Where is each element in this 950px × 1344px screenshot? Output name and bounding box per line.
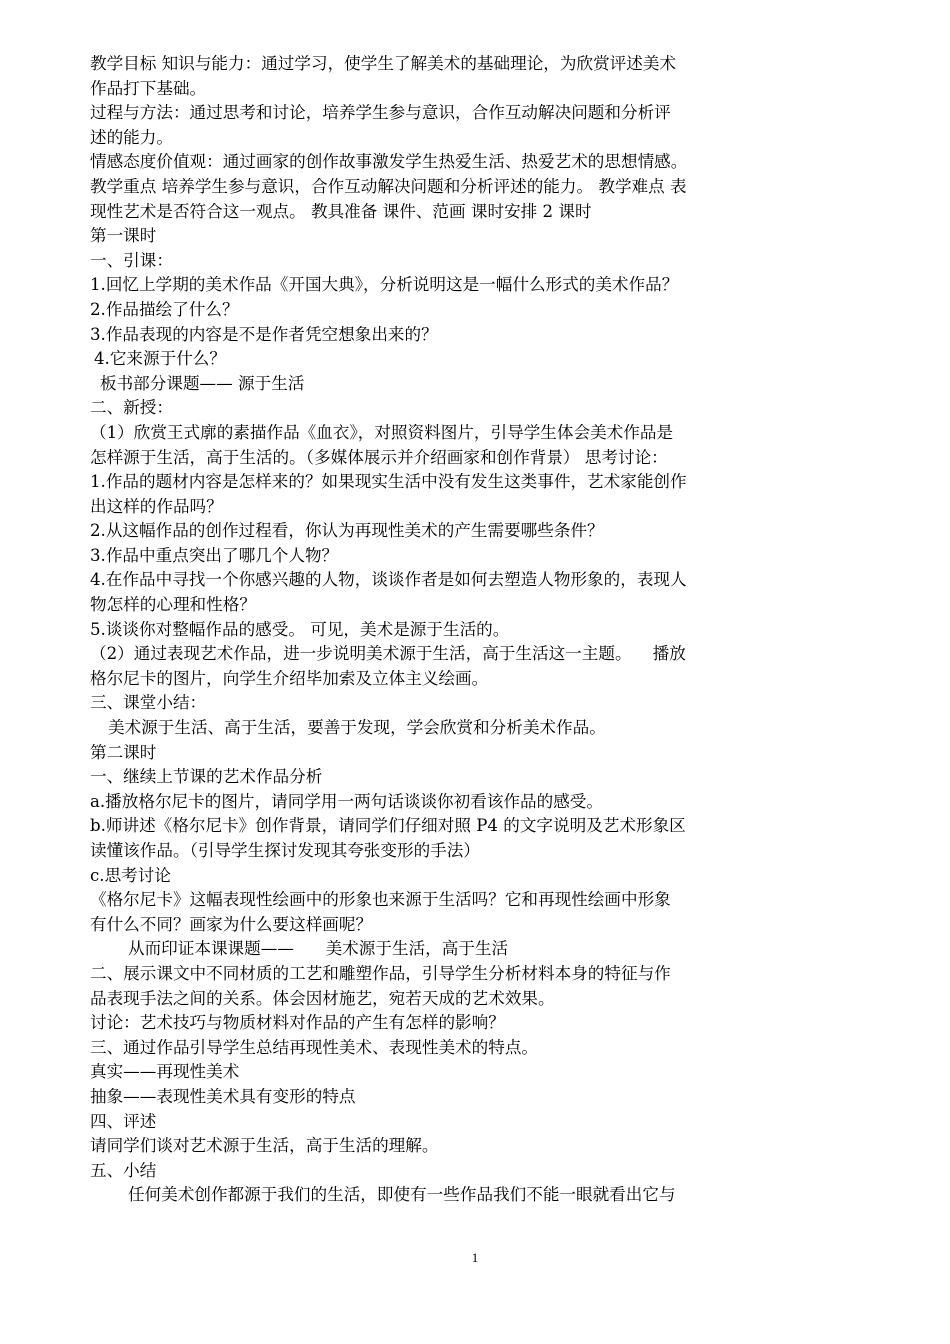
text-line: 4.在作品中寻找一个你感兴趣的人物，谈谈作者是如何去塑造人物形象的，表现人 <box>90 570 687 590</box>
text-line: 请同学们谈对艺术源于生活，高于生活的理解。 <box>90 1136 439 1156</box>
text-line: 讨论：艺术技巧与物质材料对作品的产生有怎样的影响？ <box>90 1013 505 1033</box>
text-line: 二、新授： <box>90 398 173 418</box>
text-line: 四、评述 <box>90 1111 157 1131</box>
document-body <box>90 52 780 1208</box>
text-line: 三、课堂小结： <box>90 693 207 713</box>
text-line: （1）欣赏王式廓的素描作品《血衣》，对照资料图片，引导学生体会美术作品是 <box>90 422 674 442</box>
text-line: 2.从这幅作品的创作过程看，你认为再现性美术的产生需要哪些条件？ <box>90 521 604 541</box>
text-line: 情感态度价值观：通过画家的创作故事激发学生热爱生活、热爱艺术的思想情感。 <box>90 152 688 172</box>
text-line: 5.谈谈你对整幅作品的感受。 可见，美术是源于生活的。 <box>90 619 510 639</box>
text-line: 美术源于生活、高于生活，要善于发现，学会欣赏和分析美术作品。 <box>108 718 606 738</box>
text-line: 过程与方法：通过思考和讨论，培养学生参与意识，合作互动解决问题和分析评 <box>90 103 671 123</box>
text-line: 读懂该作品。（引导学生探讨发现其夸张变形的手法） <box>90 841 480 860</box>
text-line: 怎样源于生活，高于生活的。（多媒体展示并介绍画家和创作背景） 思考讨论： <box>90 447 668 467</box>
text-line: 3.作品中重点突出了哪几个人物？ <box>90 545 339 565</box>
text-line: a.播放格尔尼卡的图片，请同学用一两句话谈谈你初看该作品的感受。 <box>90 791 603 811</box>
text-line: 一、继续上节课的艺术作品分析 <box>90 767 323 787</box>
text-line: 4.它来源于什么？ <box>94 349 226 369</box>
text-line: 教学重点 培养学生参与意识，合作互动解决问题和分析评述的能力。 教学难点 表 <box>90 176 687 196</box>
text-line: 二、展示课文中不同材质的工艺和雕塑作品，引导学生分析材料本身的特征与作 <box>90 963 671 983</box>
text-line: 有什么不同？画家为什么要这样画呢？ <box>90 914 373 934</box>
text-line: 教学目标 知识与能力：通过学习，使学生了解美术的基础理论，为欣赏评述美术 <box>90 54 677 73</box>
text-line: 第一课时 <box>90 226 157 246</box>
text-line: c.思考讨论 <box>90 865 171 885</box>
text-line: 第二课时 <box>90 742 157 762</box>
text-line: 品表现手法之间的关系。体会因材施艺，宛若天成的艺术效果。 <box>90 988 555 1008</box>
text-line: 作品打下基础。 <box>90 78 207 98</box>
text-line: 从而印证本课课题—— 美术源于生活，高于生活 <box>128 939 509 959</box>
text-line: 一、引课： <box>90 250 173 270</box>
text-line: 3.作品表现的内容是不是作者凭空想象出来的？ <box>90 324 438 344</box>
text-line: 五、小结 <box>90 1160 157 1180</box>
text-line: 任何美术创作都源于我们的生活，即使有一些作品我们不能一眼就看出它与 <box>128 1185 676 1205</box>
text-line: b.师讲述《格尔尼卡》创作背景，请同学们仔细对照 P4 的文字说明及艺术形象区 <box>90 816 686 836</box>
text-line: 格尔尼卡的图片，向学生介绍毕加索及立体主义绘画。 <box>90 668 489 688</box>
text-line: 物怎样的心理和性格？ <box>90 595 256 615</box>
text-line: 出这样的作品吗？ <box>90 496 223 516</box>
text-line: 现性艺术是否符合这一观点。 教具准备 课件、范画 课时安排 2 课时 <box>90 201 592 221</box>
text-line: 述的能力。 <box>90 127 173 147</box>
text-line: 《格尔尼卡》这幅表现性绘画中的形象也来源于生活吗？它和再现性绘画中形象 <box>90 890 671 910</box>
text-line: 1.回忆上学期的美术作品《开国大典》，分析说明这是一幅什么形式的美术作品？ <box>90 275 679 295</box>
text-line: （2）通过表现艺术作品，进一步说明美术源于生活，高于生活这一主题。 播放 <box>90 644 686 664</box>
page-number: 1 <box>471 1250 479 1265</box>
text-line: 板书部分课题—— 源于生活 <box>100 373 305 393</box>
text-line: 抽象——表现性美术具有变形的特点 <box>90 1086 356 1106</box>
text-line: 真实——再现性美术 <box>90 1062 240 1082</box>
text-line: 2.作品描绘了什么？ <box>90 299 239 319</box>
text-line: 三、通过作品引导学生总结再现性美术、表现性美术的特点。 <box>90 1037 539 1057</box>
text-line: 1.作品的题材内容是怎样来的？如果现实生活中没有发生这类事件，艺术家能创作 <box>90 472 687 492</box>
